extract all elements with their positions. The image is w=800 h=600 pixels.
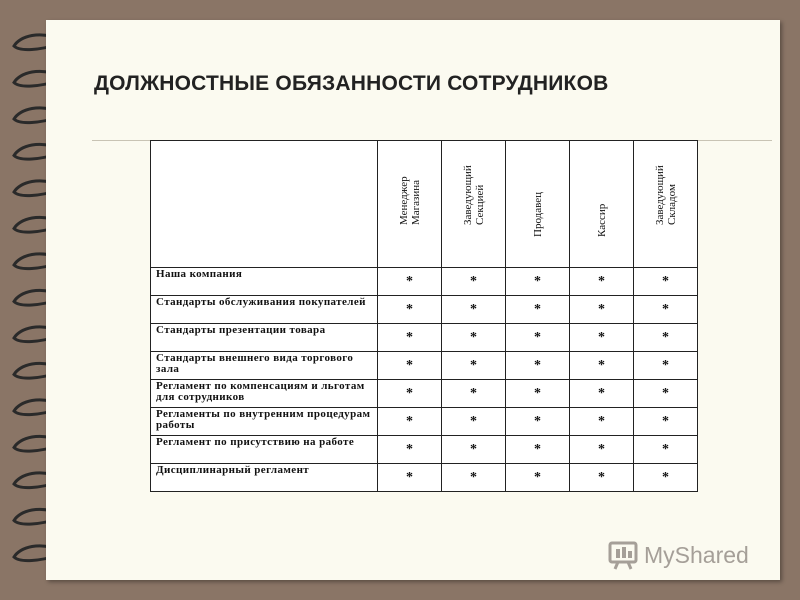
asterisk-mark: *	[570, 296, 634, 324]
page-title: ДОЛЖНОСТНЫЕ ОБЯЗАННОСТИ СОТРУДНИКОВ	[94, 72, 609, 95]
duties-table	[150, 140, 698, 492]
asterisk-mark: *	[570, 436, 634, 464]
header-row	[151, 141, 698, 268]
notebook-page	[46, 20, 780, 580]
row-label: Регламент по компенсациям и льготам для сотрудников	[151, 380, 378, 408]
asterisk-mark: *	[634, 268, 698, 296]
table-row	[151, 408, 698, 436]
asterisk-mark: *	[570, 268, 634, 296]
asterisk-mark: *	[378, 352, 442, 380]
asterisk-mark: *	[378, 296, 442, 324]
row-label: Регламент по присутствию на работе	[151, 436, 378, 464]
table-row	[151, 380, 698, 408]
column-header	[570, 141, 634, 268]
asterisk-mark: *	[570, 352, 634, 380]
table-row	[151, 464, 698, 492]
row-label: Стандарты презентации товара	[151, 324, 378, 352]
table-row	[151, 352, 698, 380]
asterisk-mark: *	[442, 408, 506, 436]
asterisk-mark: *	[378, 436, 442, 464]
asterisk-mark: *	[634, 436, 698, 464]
asterisk-mark: *	[442, 464, 506, 492]
column-header	[506, 141, 570, 268]
asterisk-mark: *	[506, 296, 570, 324]
row-label: Стандарты обслуживания покупателей	[151, 296, 378, 324]
asterisk-mark: *	[442, 380, 506, 408]
asterisk-mark: *	[634, 352, 698, 380]
row-label: Стандарты внешнего вида торгового зала	[151, 352, 378, 380]
asterisk-mark: *	[506, 352, 570, 380]
asterisk-mark: *	[378, 324, 442, 352]
column-header-label: Кассир	[595, 203, 608, 237]
asterisk-mark: *	[378, 464, 442, 492]
asterisk-mark: *	[378, 380, 442, 408]
column-header-label: Продавец	[531, 191, 544, 237]
asterisk-mark: *	[506, 436, 570, 464]
asterisk-mark: *	[506, 380, 570, 408]
table-row	[151, 268, 698, 296]
column-header	[442, 141, 506, 268]
row-label: Наша компания	[151, 268, 378, 296]
asterisk-mark: *	[570, 408, 634, 436]
asterisk-mark: *	[442, 296, 506, 324]
column-header-label: Менеджер Магазина	[397, 176, 422, 225]
table-row	[151, 324, 698, 352]
header-corner-cell	[151, 141, 378, 268]
table-row	[151, 436, 698, 464]
asterisk-mark: *	[634, 380, 698, 408]
asterisk-mark: *	[634, 408, 698, 436]
asterisk-mark: *	[570, 380, 634, 408]
asterisk-mark: *	[378, 408, 442, 436]
asterisk-mark: *	[442, 268, 506, 296]
asterisk-mark: *	[634, 324, 698, 352]
myshared-logo-icon	[608, 540, 640, 570]
asterisk-mark: *	[634, 464, 698, 492]
column-header	[378, 141, 442, 268]
asterisk-mark: *	[634, 296, 698, 324]
asterisk-mark: *	[570, 464, 634, 492]
asterisk-mark: *	[506, 324, 570, 352]
asterisk-mark: *	[442, 436, 506, 464]
asterisk-mark: *	[506, 464, 570, 492]
asterisk-mark: *	[442, 352, 506, 380]
logo-text: MyShared	[644, 541, 749, 568]
asterisk-mark: *	[442, 324, 506, 352]
asterisk-mark: *	[570, 324, 634, 352]
column-header-label: Заведующий Секцией	[461, 165, 486, 225]
asterisk-mark: *	[506, 268, 570, 296]
asterisk-mark: *	[506, 408, 570, 436]
column-header-label: Заведующий Складом	[653, 165, 678, 225]
column-header	[634, 141, 698, 268]
row-label: Регламенты по внутренним процедурам работы	[151, 408, 378, 436]
myshared-logo[interactable]	[608, 540, 749, 570]
row-label: Дисциплинарный регламент	[151, 464, 378, 492]
asterisk-mark: *	[378, 268, 442, 296]
table-row	[151, 296, 698, 324]
